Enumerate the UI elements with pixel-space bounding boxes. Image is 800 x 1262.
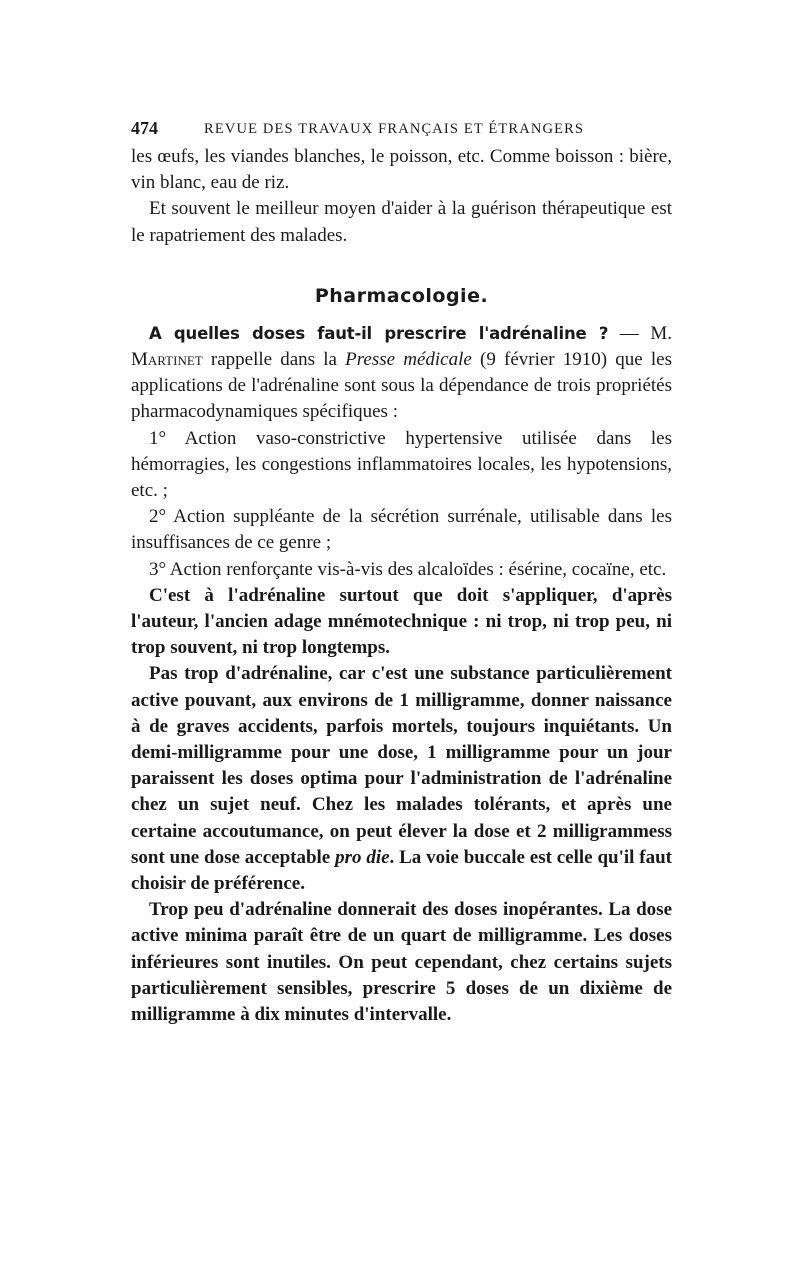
article-intro-paragraph: [131, 321, 672, 426]
paragraph-adage: C'est à l'adrénaline surtout que doit s'appliquer, d'après l'auteur, l'ancien adage mnémotechnique : ni trop, ni trop peu, ni trop souvent, ni trop longtemps.: [131, 584, 672, 659]
article-title: A quelles doses faut-il prescrire l'adrénaline ?: [149, 323, 609, 343]
page-number: 474: [131, 118, 158, 138]
document-page: [131, 118, 672, 1028]
running-header: [131, 118, 672, 144]
list-item-2: 2° Action suppléante de la sécrétion surrénale, utilisable dans les insuffisances de ce genre ;: [131, 506, 672, 554]
paragraph-repatriation: Et souvent le meilleur moyen d'aider à la guérison thérapeutique est le rapatriement des malades.: [131, 198, 672, 246]
list-item-3: 3° Action renforçante vis-à-vis des alcaloïdes : ésérine, cocaïne, etc.: [149, 558, 667, 580]
pas-trop-text-b: . La voie buccale est celle qu'il faut choisir de préférence.: [131, 846, 672, 895]
list-item-1: 1° Action vaso-constrictive hypertensive utilisée dans les hémorragies, les congestions inflammatoires locales, les hypotensions, etc. ;: [131, 427, 672, 502]
pro-die-term: pro die: [335, 846, 390, 868]
paragraph-continued: les œufs, les viandes blanches, le poisson, etc. Comme boisson : bière, vin blanc, eau de riz.: [131, 146, 672, 194]
paragraph-pas-trop: [131, 661, 672, 897]
title-dash: — M.: [608, 322, 672, 344]
section-heading: Pharmacologie.: [314, 284, 489, 307]
article-author: Martinet: [131, 349, 203, 371]
intro-text-b: (9 février 1910) que les applications de l'adrénaline sont sous la dépendance de trois propriétés pharmacodynamiques spécifiques :: [131, 349, 672, 423]
pas-trop-text-a: Pas trop d'adrénaline, car c'est une substance particulièrement active pouvant, aux environs de 1 milligramme, donner naissance à de graves accidents, parfois mortels, toujours inquiétants. Un demi-milligramme pour une dose, 1 milligramme pour un jour paraissent les doses optima pour l'administration de l'adrénaline chez un sujet neuf. Chez les malades tolérants, et après une certaine accoutumance, on peut élever la dose et 2 milligrammess sont une dose acceptable: [131, 663, 672, 868]
running-title: REVUE DES TRAVAUX FRANÇAIS ET ÉTRANGERS: [204, 121, 585, 137]
paragraph-trop-peu: Trop peu d'adrénaline donnerait des doses inopérantes. La dose active minima paraît être de un quart de milligramme. Les doses inférieures sont inutiles. On peut cependant, chez certains sujets particulièrement sensibles, prescrire 5 doses de un dixième de milligramme à dix minutes d'intervalle.: [131, 899, 672, 1026]
journal-name: Presse médicale: [345, 349, 472, 371]
intro-text-a: rappelle dans la: [202, 349, 346, 371]
